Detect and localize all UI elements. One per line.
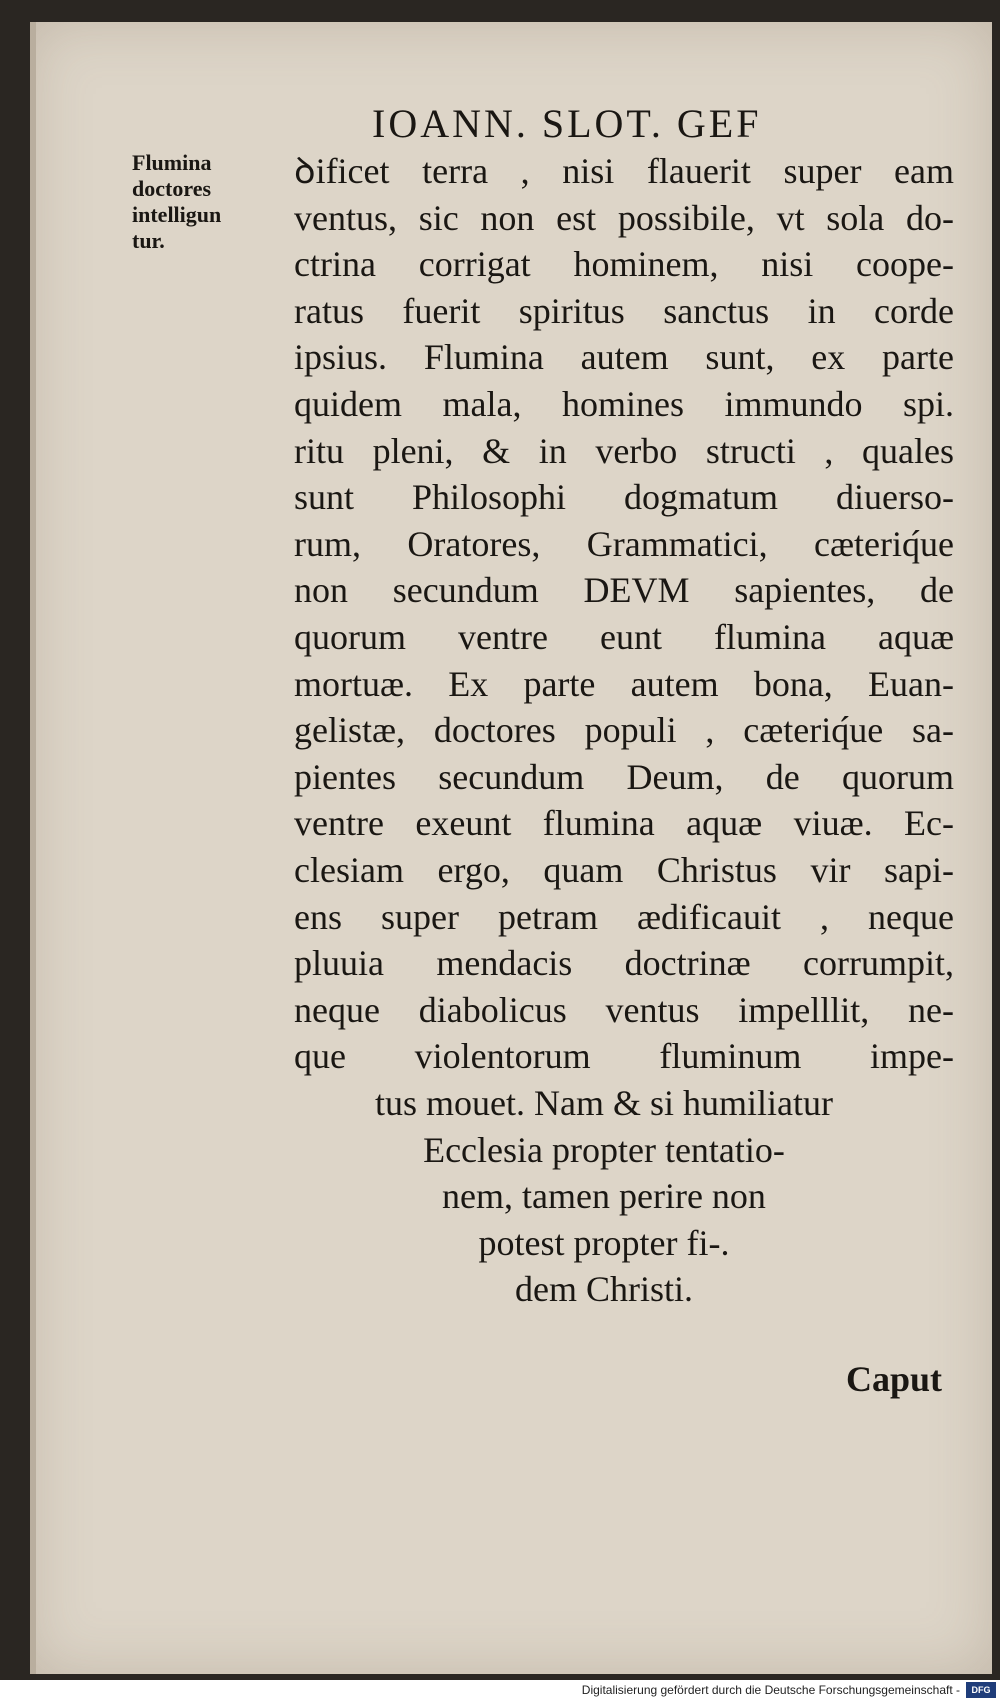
body-line: que violentorum fluminum impe- — [294, 1036, 954, 1077]
closing-line: dem Christi. — [515, 1269, 693, 1310]
digitization-footer — [0, 1680, 1000, 1704]
body-line: ens super petram ædificauit , neque — [294, 896, 954, 937]
closing-line: Ecclesia propter tentatio- — [423, 1129, 785, 1170]
body-line: ventre exeunt flumina aquæ viuæ. Ec- — [294, 803, 954, 844]
closing-line: nem, tamen perire non — [442, 1176, 766, 1217]
marginal-note — [132, 150, 292, 254]
body-line: ritu pleni, & in verbo structi , quales — [294, 430, 954, 471]
body-line: ctrina corrigat hominem, nisi coope- — [294, 244, 954, 285]
marginal-note-line: doctores — [132, 176, 212, 201]
closing-line: tus mouet. Nam & si humiliatur — [375, 1083, 833, 1123]
marginal-note-line: intelligun — [132, 202, 222, 227]
body-line: pluuia mendacis doctrinæ corrumpit, — [294, 943, 954, 984]
body-line: quorum ventre eunt flumina aquæ — [294, 616, 954, 657]
body-line: ipsius. Flumina autem sunt, ex parte — [294, 337, 954, 378]
catchword: Caput — [846, 1359, 943, 1399]
body-line: neque diabolicus ventus impelllit, ne- — [294, 989, 954, 1030]
body-line: clesiam ergo, quam Christus vir sapi- — [294, 849, 954, 890]
body-line: ratus fuerit spiritus sanctus in corde — [294, 290, 954, 331]
body-line: sunt Philosophi dogmatum diuerso- — [294, 477, 954, 518]
body-line: mortuæ. Ex parte autem bona, Euan- — [294, 663, 954, 704]
body-line: ventus, sic non est possibile, vt sola do- — [294, 197, 954, 238]
body-line: quidem mala, homines immundo spi. — [294, 383, 954, 424]
marginal-note-line: Flumina — [132, 150, 212, 175]
marginal-note-line: tur. — [132, 228, 165, 253]
closing-text — [294, 1080, 954, 1313]
body-line: rum, Oratores, Grammatici, cæteriq́ue — [294, 523, 954, 564]
body-line: non secundum DEVM sapientes, de — [294, 570, 954, 611]
funding-credit: Digitalisierung gefördert durch die Deutsche Forschungsgemeinschaft - — [581, 1683, 960, 1697]
closing-line: potest propter fi-. — [478, 1222, 730, 1263]
body-text — [294, 148, 954, 1080]
page-gutter-shadow — [30, 22, 36, 1674]
running-head: IOANN. SLOT. GEF — [372, 101, 762, 146]
body-line: gelistæ, doctores populi , cæteriq́ue sa- — [294, 710, 954, 751]
body-line: pientes secundum Deum, de quorum — [294, 756, 954, 797]
body-line: ꝺificet terra , nisi flauerit super eam — [294, 151, 954, 191]
dfg-logo: DFG — [966, 1682, 996, 1698]
